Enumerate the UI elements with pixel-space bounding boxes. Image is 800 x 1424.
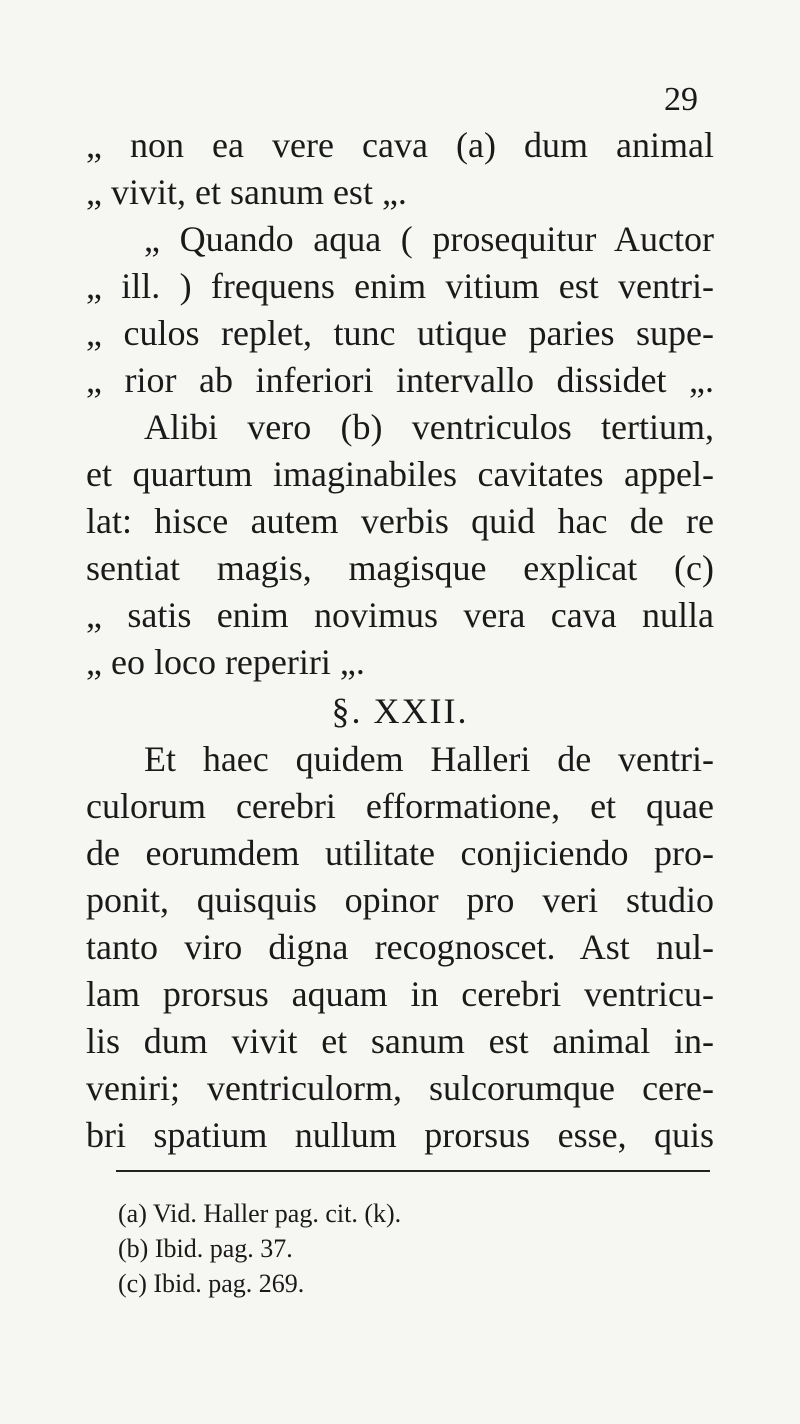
text-line: Et haec quidem Halleri de ventri- (144, 739, 714, 779)
text-line: „ non ea vere cava (a) dum animal (86, 125, 714, 165)
text-line: „ vivit, et sanum est „. (86, 172, 407, 212)
text-line: de eorumdem utilitate conjiciendo pro- (86, 833, 714, 873)
footnote-a: (a) Vid. Haller pag. cit. (k). (118, 1199, 402, 1228)
section-heading: §. XXII. (331, 691, 469, 731)
text-line: ponit, quisquis opinor pro veri studio (86, 880, 714, 920)
text-line: „ satis enim novimus vera cava nulla (86, 595, 714, 635)
footnote-c: (c) Ibid. pag. 269. (118, 1269, 305, 1298)
text-line: „ ill. ) frequens enim vitium est ventri- (86, 266, 714, 306)
text-line: culorum cerebri efformatione, et quae (86, 786, 714, 826)
text-line: „ culos replet, tunc utique paries supe- (86, 313, 714, 353)
footnote-divider (116, 1170, 710, 1172)
text-line: lat: hisce autem verbis quid hac de re (86, 501, 714, 541)
body-text (86, 122, 714, 1159)
text-line: „ eo loco reperiri „. (86, 642, 365, 682)
text-line: „ rior ab inferiori intervallo dissidet „. (86, 360, 714, 400)
text-line: lam prorsus aquam in cerebri ventricu- (86, 974, 714, 1014)
text-line: lis dum vivit et sanum est animal in- (86, 1021, 714, 1061)
page-number: 29 (664, 81, 698, 118)
footnotes (118, 1196, 618, 1301)
text-line: tanto viro digna recognoscet. Ast nul- (86, 927, 714, 967)
text-line: sentiat magis, magisque explicat (c) (86, 548, 714, 588)
text-line: bri spatium nullum prorsus esse, quis (86, 1115, 714, 1155)
text-line: „ Quando aqua ( prosequitur Auctor (144, 219, 714, 259)
text-line: et quartum imaginabiles cavitates appel- (86, 454, 714, 494)
text-line: veniri; ventriculorm, sulcorumque cere- (86, 1068, 714, 1108)
footnote-b: (b) Ibid. pag. 37. (118, 1234, 293, 1263)
text-line: Alibi vero (b) ventriculos tertium, (144, 407, 714, 447)
